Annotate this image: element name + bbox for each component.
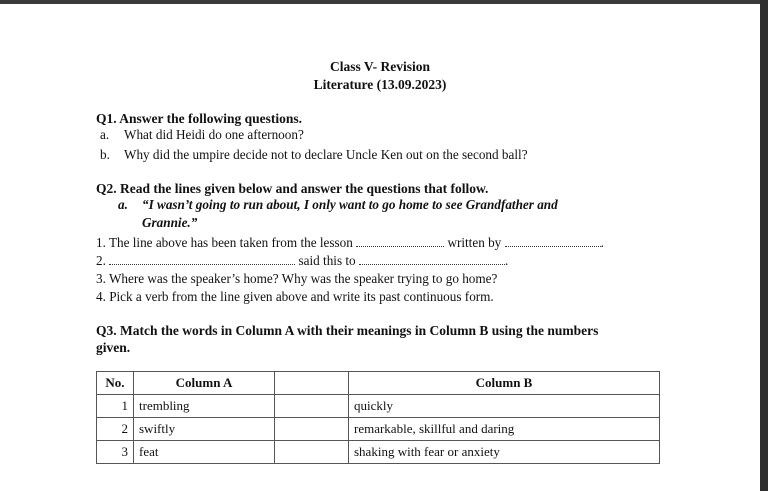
q1-item-a-text: What did Heidi do one afternoon? [124,127,304,142]
q2-question-2-number: 2. [96,253,106,268]
title-class: Class V- Revision [329,59,430,74]
worksheet-page [0,4,760,491]
q2-question-2-text: said this to [298,253,356,268]
table-row [97,395,660,418]
table-row [97,441,660,464]
q2-quote-line1: “I wasn’t going to run about, I only want to go home to see Grandfather and [142,197,558,212]
match-table [96,371,660,464]
q2-quote-label: a. [118,197,128,212]
q2-question-3: 3. Where was the speaker’s home? Why was the speaker trying to go home? [96,271,498,286]
q2-question-1-text: 1. The line above has been taken from the lesson [96,235,353,250]
q2-blank-listener [359,252,505,265]
q2-blank-lesson [356,234,444,247]
q3-heading-line2: given. [96,340,131,355]
q2-question-1-written-by: written by [447,235,502,250]
q1-item-b [100,146,528,164]
window-right-border [760,0,768,491]
q2-quote-line2: Grannie.” [142,215,198,230]
q3-heading-line1: Q3. Match the words in Column A with their meanings in Column B using the numbers [96,323,599,338]
column-b-meaning: shaking with fear or anxiety [349,441,660,464]
q2-question-2: 2. said this to . [96,253,509,268]
q1-heading: Q1. Answer the following questions. [96,111,303,126]
q1-item-a [100,126,304,144]
row-number: 3 [97,441,134,464]
q1-item-b-text: Why did the umpire decide not to declare Uncle Ken out on the second ball? [124,147,528,162]
column-a-word: feat [134,441,275,464]
column-a-word: trembling [134,395,275,418]
header-column-b: Column B [349,372,660,395]
answer-cell [275,395,349,418]
header-column-a: Column A [134,372,275,395]
header-no: No. [97,372,134,395]
match-table-header [97,372,660,395]
answer-cell [275,418,349,441]
row-number: 1 [97,395,134,418]
column-b-meaning: remarkable, skillful and daring [349,418,660,441]
title-subject-date: Literature (13.09.2023) [313,77,447,92]
q2-question-1: 1. The line above has been taken from the lesson written by . [96,235,604,250]
q2-blank-author [505,234,601,247]
column-a-word: swiftly [134,418,275,441]
q2-blank-speaker [109,252,295,265]
column-b-meaning: quickly [349,395,660,418]
q2-question-4: 4. Pick a verb from the line given above and write its past continuous form. [96,289,494,304]
q1-item-b-label: b. [100,147,110,162]
table-row [97,418,660,441]
q2-heading: Q2. Read the lines given below and answer the questions that follow. [96,181,489,196]
q2-quote [118,196,558,232]
worksheet-title [0,58,760,94]
header-blank [275,372,349,395]
q1-item-a-label: a. [100,127,110,142]
answer-cell [275,441,349,464]
row-number: 2 [97,418,134,441]
